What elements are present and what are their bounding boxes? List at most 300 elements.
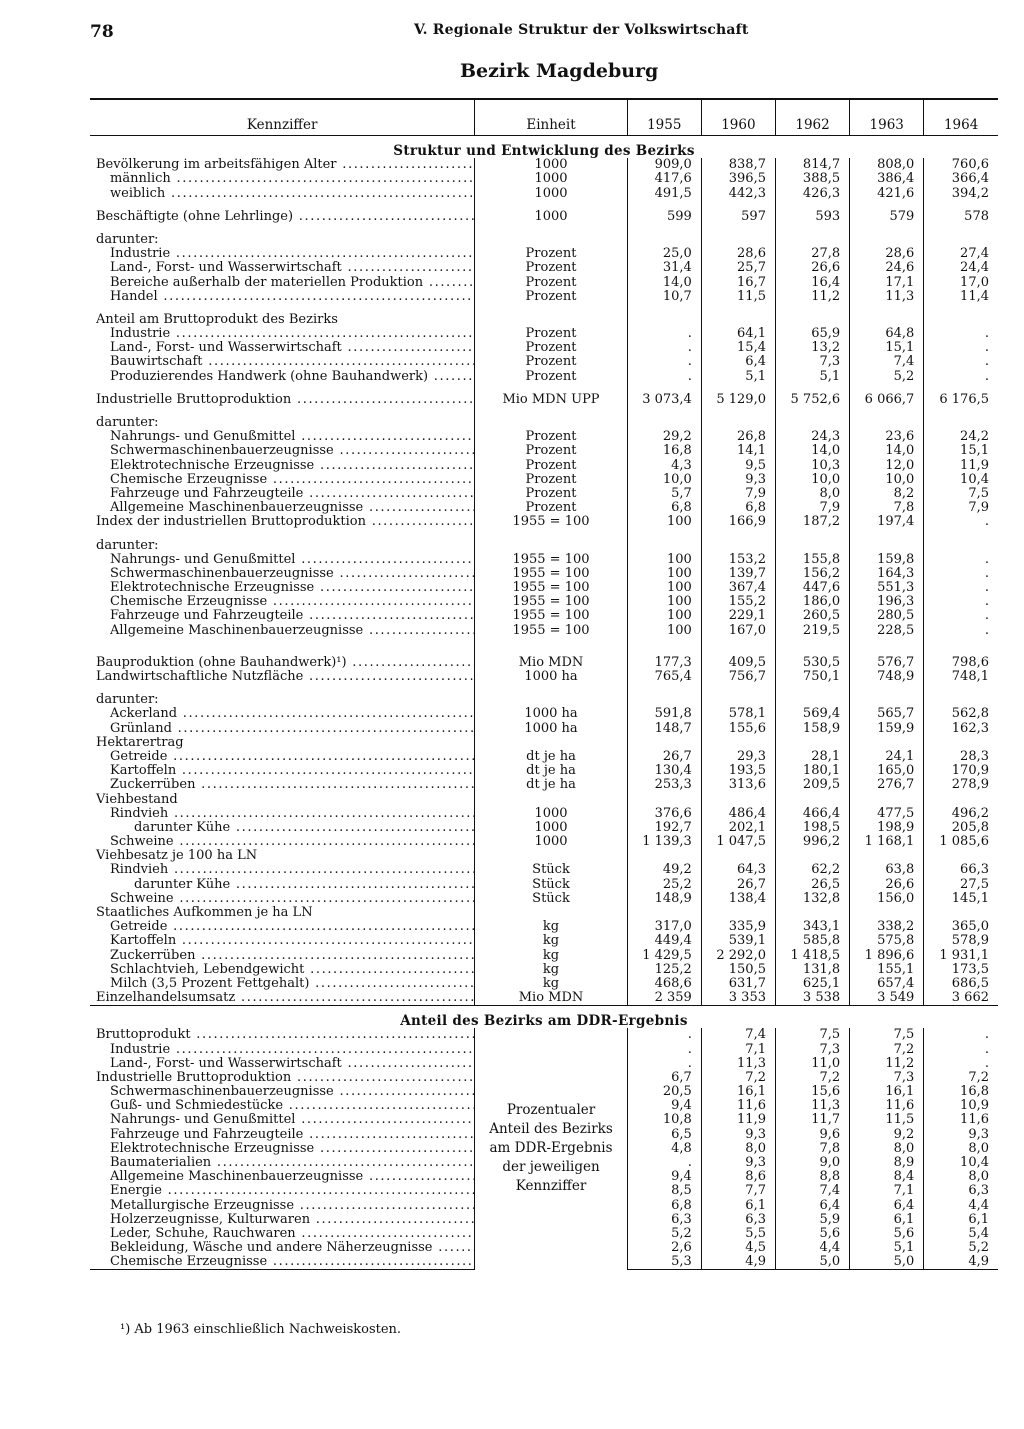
value-1962: 186,0 bbox=[775, 595, 849, 609]
value-1955: 449,4 bbox=[627, 934, 701, 948]
header-year-1960: 1960 bbox=[701, 99, 775, 136]
spacer-cell bbox=[627, 304, 701, 313]
value-1963: 421,6 bbox=[850, 186, 924, 200]
table-row bbox=[90, 792, 998, 806]
spacer-cell bbox=[90, 224, 475, 233]
value-1963: 228,5 bbox=[850, 623, 924, 637]
unit-cell: dt je ha bbox=[475, 778, 627, 792]
spacer-cell bbox=[475, 304, 627, 313]
value-1963: 159,9 bbox=[850, 721, 924, 735]
value-1955: . bbox=[627, 1028, 701, 1042]
row-label bbox=[90, 1255, 475, 1270]
value-1962: 1 418,5 bbox=[775, 948, 849, 962]
row-label-text: Getreide ..... bbox=[110, 750, 475, 764]
value-1964: . bbox=[924, 609, 998, 623]
value-1960: 26,7 bbox=[701, 877, 775, 891]
value-1960: 597 bbox=[701, 210, 775, 224]
value-1955 bbox=[627, 313, 701, 327]
value-1964: 7,5 bbox=[924, 487, 998, 501]
unit-cell: 1000 ha bbox=[475, 721, 627, 735]
unit-cell: Prozent bbox=[475, 261, 627, 275]
unit-cell bbox=[475, 693, 627, 707]
value-1955: 765,4 bbox=[627, 670, 701, 684]
value-1964 bbox=[924, 416, 998, 430]
statistics-table bbox=[90, 98, 998, 1270]
row-label bbox=[90, 186, 475, 200]
unit-cell: 1000 ha bbox=[475, 707, 627, 721]
value-1960 bbox=[701, 313, 775, 327]
value-1962 bbox=[775, 416, 849, 430]
value-1962: 62,2 bbox=[775, 863, 849, 877]
value-1964: 278,9 bbox=[924, 778, 998, 792]
value-1962: 7,3 bbox=[775, 1042, 849, 1056]
value-1955: 317,0 bbox=[627, 920, 701, 934]
value-1955: 148,9 bbox=[627, 892, 701, 906]
statistics-table-container bbox=[90, 98, 998, 1270]
value-1963: 576,7 bbox=[850, 656, 924, 670]
value-1963: 748,9 bbox=[850, 670, 924, 684]
row-label bbox=[90, 393, 475, 407]
value-1964: 16,8 bbox=[924, 1085, 998, 1099]
value-1963: 7,2 bbox=[850, 1042, 924, 1056]
value-1960 bbox=[701, 538, 775, 552]
row-label-text: Index der industriellen Bruttoproduktion ..... bbox=[96, 515, 475, 529]
row-label-text: Beschäftigte (ohne Lehrlinge) ..... bbox=[96, 210, 475, 224]
unit-cell: dt je ha bbox=[475, 750, 627, 764]
value-1962: 209,5 bbox=[775, 778, 849, 792]
value-1964: 6,1 bbox=[924, 1213, 998, 1227]
table-row bbox=[90, 327, 998, 341]
value-1962: 156,2 bbox=[775, 567, 849, 581]
spacer-cell bbox=[627, 201, 701, 210]
unit-cell: kg bbox=[475, 920, 627, 934]
value-1962 bbox=[775, 736, 849, 750]
section-heading-row bbox=[90, 1006, 998, 1029]
value-1960: 539,1 bbox=[701, 934, 775, 948]
value-1955: 100 bbox=[627, 609, 701, 623]
value-1963: 1 168,1 bbox=[850, 835, 924, 849]
value-1963: 10,0 bbox=[850, 473, 924, 487]
value-1963: 7,3 bbox=[850, 1071, 924, 1085]
value-1964: 748,1 bbox=[924, 670, 998, 684]
table-row bbox=[90, 849, 998, 863]
value-1962: 585,8 bbox=[775, 934, 849, 948]
value-1963: 3 549 bbox=[850, 991, 924, 1006]
row-label-text: Chemische Erzeugnisse ..... bbox=[110, 473, 475, 487]
value-1964: . bbox=[924, 1042, 998, 1056]
unit-cell: Prozent bbox=[475, 444, 627, 458]
row-label bbox=[90, 991, 475, 1006]
unit-cell: 1000 bbox=[475, 835, 627, 849]
value-1960 bbox=[701, 849, 775, 863]
table-row bbox=[90, 501, 998, 515]
value-1962: 198,5 bbox=[775, 821, 849, 835]
value-1964: . bbox=[924, 623, 998, 637]
value-1962: 6,4 bbox=[775, 1198, 849, 1212]
spacer-cell bbox=[701, 224, 775, 233]
value-1962: 388,5 bbox=[775, 172, 849, 186]
value-1960: 9,3 bbox=[701, 1127, 775, 1141]
value-1962: 343,1 bbox=[775, 920, 849, 934]
section-heading-structure: Struktur und Entwicklung des Bezirks bbox=[393, 143, 695, 158]
row-label-text: Bekleidung, Wäsche und andere Näherzeugnisse ..... bbox=[110, 1241, 475, 1255]
value-1964 bbox=[924, 792, 998, 806]
row-label-text: Getreide ..... bbox=[110, 920, 475, 934]
value-1963: 565,7 bbox=[850, 707, 924, 721]
row-label-text: Bereiche außerhalb der materiellen Produktion ..... bbox=[110, 275, 475, 289]
value-1955: 20,5 bbox=[627, 1085, 701, 1099]
value-1964: 686,5 bbox=[924, 977, 998, 991]
value-1955: 4,3 bbox=[627, 458, 701, 472]
value-1955: 591,8 bbox=[627, 707, 701, 721]
row-label-text: Schwermaschinenbauerzeugnisse ..... bbox=[110, 1085, 475, 1099]
unit-cell: Prozent bbox=[475, 458, 627, 472]
row-label-text: Nahrungs- und Genußmittel ..... bbox=[110, 430, 475, 444]
header-kennziffer: Kennziffer bbox=[246, 117, 318, 133]
value-1960: 155,2 bbox=[701, 595, 775, 609]
row-label bbox=[90, 792, 475, 806]
row-label-text: Viehbesatz je 100 ha LN bbox=[96, 849, 258, 864]
row-label-text: Industrielle Bruttoproduktion ..... bbox=[96, 1071, 475, 1085]
spacer-cell bbox=[924, 407, 998, 416]
value-1955: 6,8 bbox=[627, 501, 701, 515]
value-1964: 66,3 bbox=[924, 863, 998, 877]
spacer-cell bbox=[775, 407, 849, 416]
value-1962: 11,7 bbox=[775, 1113, 849, 1127]
value-1964: . bbox=[924, 327, 998, 341]
table-row bbox=[90, 247, 998, 261]
row-label-text: Bauwirtschaft ..... bbox=[110, 355, 475, 369]
value-1960: 7,1 bbox=[701, 1042, 775, 1056]
value-1960: 16,7 bbox=[701, 275, 775, 289]
spacer-cell bbox=[701, 529, 775, 538]
value-1962: 9,0 bbox=[775, 1156, 849, 1170]
row-label-text: Kartoffeln ..... bbox=[110, 764, 475, 778]
value-1964: . bbox=[924, 581, 998, 595]
value-1964: 17,0 bbox=[924, 275, 998, 289]
row-label bbox=[90, 1227, 475, 1241]
value-1955 bbox=[627, 693, 701, 707]
value-1960: 25,7 bbox=[701, 261, 775, 275]
spacer-cell bbox=[850, 304, 924, 313]
value-1964 bbox=[924, 906, 998, 920]
row-label-text: Elektrotechnische Erzeugnisse ..... bbox=[110, 458, 475, 472]
value-1964 bbox=[924, 313, 998, 327]
value-1964: 170,9 bbox=[924, 764, 998, 778]
row-label-text: Zuckerrüben ..... bbox=[110, 948, 475, 962]
value-1964: 5,2 bbox=[924, 1241, 998, 1255]
spacer-cell bbox=[627, 224, 701, 233]
spacer-cell bbox=[850, 647, 924, 656]
row-label-text: darunter Kühe ..... bbox=[134, 877, 475, 891]
spacer-cell bbox=[90, 304, 475, 313]
value-1963: 8,0 bbox=[850, 1142, 924, 1156]
value-1962: 447,6 bbox=[775, 581, 849, 595]
value-1963: 197,4 bbox=[850, 515, 924, 529]
unit-cell: Prozent bbox=[475, 369, 627, 383]
value-1960: 8,6 bbox=[701, 1170, 775, 1184]
row-label-text: Guß- und Schmiedestücke ..... bbox=[110, 1099, 475, 1113]
value-1960: 139,7 bbox=[701, 567, 775, 581]
table-row bbox=[90, 920, 998, 934]
row-label bbox=[90, 233, 475, 247]
spacer-cell bbox=[475, 224, 627, 233]
row-label bbox=[90, 1184, 475, 1198]
value-1964 bbox=[924, 849, 998, 863]
row-label bbox=[90, 736, 475, 750]
value-1963: 11,5 bbox=[850, 1113, 924, 1127]
row-label-text: darunter: bbox=[96, 415, 159, 430]
spacer-row bbox=[90, 407, 998, 416]
value-1960: 396,5 bbox=[701, 172, 775, 186]
page-number: 78 bbox=[90, 22, 114, 42]
row-label-text: Land-, Forst- und Wasserwirtschaft ..... bbox=[110, 341, 475, 355]
spacer-cell bbox=[775, 224, 849, 233]
row-label-text: Allgemeine Maschinenbauerzeugnisse ..... bbox=[110, 501, 475, 515]
value-1962: 5,9 bbox=[775, 1213, 849, 1227]
spacer-cell bbox=[924, 529, 998, 538]
value-1963: 386,4 bbox=[850, 172, 924, 186]
value-1963: 14,0 bbox=[850, 444, 924, 458]
footnote: ¹) Ab 1963 einschließlich Nachweiskosten. bbox=[120, 1322, 402, 1337]
value-1960: 442,3 bbox=[701, 186, 775, 200]
value-1955: 4,8 bbox=[627, 1142, 701, 1156]
table-row bbox=[90, 892, 998, 906]
value-1955: 29,2 bbox=[627, 430, 701, 444]
row-label-text: darunter: bbox=[96, 693, 159, 708]
row-label bbox=[90, 458, 475, 472]
row-label bbox=[90, 778, 475, 792]
unit-cell: kg bbox=[475, 963, 627, 977]
section-structure-body bbox=[90, 136, 998, 1006]
spacer-cell bbox=[90, 529, 475, 538]
spacer-cell bbox=[90, 407, 475, 416]
spacer-row bbox=[90, 224, 998, 233]
value-1962: 155,8 bbox=[775, 553, 849, 567]
table-row bbox=[90, 778, 998, 792]
value-1964 bbox=[924, 233, 998, 247]
value-1963: 24,1 bbox=[850, 750, 924, 764]
row-label bbox=[90, 750, 475, 764]
unit-cell: Prozent bbox=[475, 341, 627, 355]
table-row bbox=[90, 736, 998, 750]
table-row bbox=[90, 275, 998, 289]
spacer-cell bbox=[475, 684, 627, 693]
value-1960: 6,4 bbox=[701, 355, 775, 369]
row-label-text: Industrie ..... bbox=[110, 247, 475, 261]
row-label bbox=[90, 595, 475, 609]
value-1962 bbox=[775, 693, 849, 707]
value-1962: 996,2 bbox=[775, 835, 849, 849]
unit-cell: 1955 = 100 bbox=[475, 623, 627, 637]
row-label-text: Nahrungs- und Genußmittel ..... bbox=[110, 553, 475, 567]
value-1962: 9,6 bbox=[775, 1127, 849, 1141]
value-1960: 166,9 bbox=[701, 515, 775, 529]
value-1964: 6,3 bbox=[924, 1184, 998, 1198]
spacer-cell bbox=[775, 684, 849, 693]
row-label bbox=[90, 656, 475, 670]
value-1963 bbox=[850, 906, 924, 920]
value-1962: 7,5 bbox=[775, 1028, 849, 1042]
row-label-text: Rindvieh ..... bbox=[110, 807, 475, 821]
row-label-text: Hektarertrag bbox=[96, 735, 184, 750]
unit-cell: kg bbox=[475, 948, 627, 962]
table-row bbox=[90, 369, 998, 383]
value-1963: 5,1 bbox=[850, 1241, 924, 1255]
value-1962: 750,1 bbox=[775, 670, 849, 684]
value-1964: 1 085,6 bbox=[924, 835, 998, 849]
value-1963: 6,1 bbox=[850, 1213, 924, 1227]
table-header bbox=[90, 99, 998, 136]
unit-cell bbox=[475, 416, 627, 430]
value-1960: 11,5 bbox=[701, 290, 775, 304]
row-label bbox=[90, 501, 475, 515]
value-1964: 15,1 bbox=[924, 444, 998, 458]
value-1964: 24,4 bbox=[924, 261, 998, 275]
value-1963: 7,8 bbox=[850, 501, 924, 515]
value-1960: 9,5 bbox=[701, 458, 775, 472]
value-1960: 3 353 bbox=[701, 991, 775, 1006]
table-row bbox=[90, 821, 998, 835]
value-1964: 4,4 bbox=[924, 1198, 998, 1212]
value-1962: 7,3 bbox=[775, 355, 849, 369]
value-1964: . bbox=[924, 369, 998, 383]
value-1964: . bbox=[924, 1028, 998, 1042]
value-1955 bbox=[627, 792, 701, 806]
value-1955: 130,4 bbox=[627, 764, 701, 778]
value-1960 bbox=[701, 792, 775, 806]
unit-cell: Prozent bbox=[475, 247, 627, 261]
spacer-cell bbox=[850, 529, 924, 538]
value-1962: 26,6 bbox=[775, 261, 849, 275]
row-label-text: Einzelhandelsumsatz ..... bbox=[96, 991, 475, 1005]
table-row bbox=[90, 515, 998, 529]
value-1960 bbox=[701, 736, 775, 750]
row-label bbox=[90, 1071, 475, 1085]
spacer-cell bbox=[90, 647, 475, 656]
spacer-cell bbox=[850, 224, 924, 233]
value-1960: 167,0 bbox=[701, 623, 775, 637]
value-1962 bbox=[775, 792, 849, 806]
value-1964: 578 bbox=[924, 210, 998, 224]
spacer-cell bbox=[475, 384, 627, 393]
value-1962: 3 538 bbox=[775, 991, 849, 1006]
unit-cell: Stück bbox=[475, 863, 627, 877]
value-1963: 63,8 bbox=[850, 863, 924, 877]
spacer-cell bbox=[701, 647, 775, 656]
unit-cell bbox=[475, 849, 627, 863]
value-1955: 14,0 bbox=[627, 275, 701, 289]
value-1962: 11,2 bbox=[775, 290, 849, 304]
value-1960: 335,9 bbox=[701, 920, 775, 934]
table-row bbox=[90, 764, 998, 778]
value-1964: 366,4 bbox=[924, 172, 998, 186]
value-1962: 11,0 bbox=[775, 1057, 849, 1071]
spacer-cell bbox=[475, 407, 627, 416]
value-1960: 11,9 bbox=[701, 1113, 775, 1127]
value-1955: 100 bbox=[627, 515, 701, 529]
row-label bbox=[90, 963, 475, 977]
value-1955: 909,0 bbox=[627, 158, 701, 172]
value-1955: 491,5 bbox=[627, 186, 701, 200]
row-label bbox=[90, 977, 475, 991]
table-row bbox=[90, 290, 998, 304]
value-1955: . bbox=[627, 341, 701, 355]
table-row bbox=[90, 934, 998, 948]
row-label bbox=[90, 609, 475, 623]
value-1960: 29,3 bbox=[701, 750, 775, 764]
header-row bbox=[90, 99, 998, 136]
value-1963: 5,6 bbox=[850, 1227, 924, 1241]
row-label bbox=[90, 567, 475, 581]
table-row bbox=[90, 609, 998, 623]
unit-cell: Stück bbox=[475, 892, 627, 906]
value-1955: 16,8 bbox=[627, 444, 701, 458]
spacer-cell bbox=[701, 304, 775, 313]
row-label bbox=[90, 158, 475, 172]
value-1960: 578,1 bbox=[701, 707, 775, 721]
value-1960: 313,6 bbox=[701, 778, 775, 792]
row-label bbox=[90, 906, 475, 920]
value-1955: 49,2 bbox=[627, 863, 701, 877]
value-1964 bbox=[924, 538, 998, 552]
value-1962: 5,1 bbox=[775, 369, 849, 383]
value-1955: 6,5 bbox=[627, 1127, 701, 1141]
table-row bbox=[90, 473, 998, 487]
row-label bbox=[90, 835, 475, 849]
row-label bbox=[90, 670, 475, 684]
value-1963: 8,9 bbox=[850, 1156, 924, 1170]
value-1962 bbox=[775, 538, 849, 552]
spacer-cell bbox=[627, 384, 701, 393]
row-label bbox=[90, 553, 475, 567]
row-label bbox=[90, 707, 475, 721]
header-einheit: Einheit bbox=[475, 99, 627, 136]
spacer-cell bbox=[90, 384, 475, 393]
value-1960: 229,1 bbox=[701, 609, 775, 623]
value-1960: 153,2 bbox=[701, 553, 775, 567]
unit-cell bbox=[475, 538, 627, 552]
value-1962: 530,5 bbox=[775, 656, 849, 670]
table-row bbox=[90, 487, 998, 501]
value-1963: 579 bbox=[850, 210, 924, 224]
value-1962: 260,5 bbox=[775, 609, 849, 623]
table-row bbox=[90, 393, 998, 407]
row-label bbox=[90, 1042, 475, 1056]
value-1963 bbox=[850, 736, 924, 750]
row-label-text: Produzierendes Handwerk (ohne Bauhandwerk) ..... bbox=[110, 369, 475, 383]
row-label-text: Milch (3,5 Prozent Fettgehalt) ..... bbox=[110, 977, 475, 991]
value-1960: 7,9 bbox=[701, 487, 775, 501]
table-row bbox=[90, 877, 998, 891]
value-1963: 165,0 bbox=[850, 764, 924, 778]
spacer-cell bbox=[775, 304, 849, 313]
value-1963: 5,2 bbox=[850, 369, 924, 383]
value-1955: . bbox=[627, 1156, 701, 1170]
row-label bbox=[90, 1127, 475, 1141]
value-1963: 164,3 bbox=[850, 567, 924, 581]
value-1963: 808,0 bbox=[850, 158, 924, 172]
value-1960: 150,5 bbox=[701, 963, 775, 977]
value-1964: 24,2 bbox=[924, 430, 998, 444]
value-1964: 8,0 bbox=[924, 1170, 998, 1184]
value-1963: 155,1 bbox=[850, 963, 924, 977]
value-1955 bbox=[627, 416, 701, 430]
row-label-text: Schlachtvieh, Lebendgewicht ..... bbox=[110, 963, 475, 977]
table-row bbox=[90, 355, 998, 369]
table-row bbox=[90, 656, 998, 670]
table-row bbox=[90, 261, 998, 275]
